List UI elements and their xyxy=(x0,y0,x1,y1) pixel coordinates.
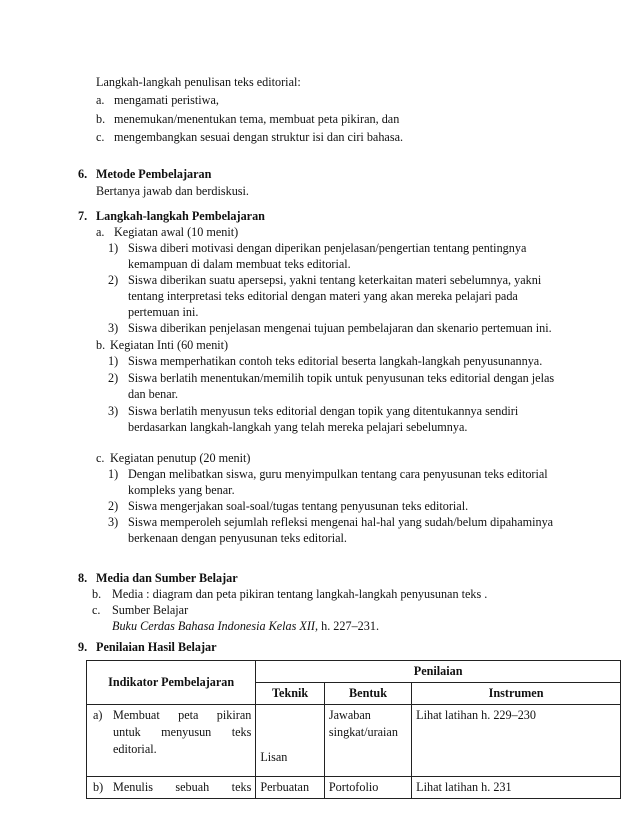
section-number: 6. xyxy=(78,167,88,181)
subsection-title: Kegiatan penutup (20 menit) xyxy=(110,451,251,465)
header-teknik: Teknik xyxy=(256,683,325,705)
step-number: 2) xyxy=(108,273,119,287)
table-row xyxy=(87,777,621,799)
section-number: 7. xyxy=(78,209,88,223)
indikator-cell xyxy=(87,777,256,799)
step-number: 3) xyxy=(108,321,119,335)
bentuk-cell: Portofolio xyxy=(324,777,411,799)
book-reference xyxy=(112,619,379,634)
subsection-title: Kegiatan Inti (60 menit) xyxy=(110,338,229,352)
table-header-row xyxy=(87,661,621,683)
step-text: Siswa mengerjakan soal-soal/tugas tentang penyusunan teks editorial. xyxy=(128,499,469,513)
row-label: a) xyxy=(93,708,103,723)
step-text: Siswa diberi motivasi dengan diperikan penjelasan/pengertian tentang pentingnya xyxy=(128,241,527,255)
section-title: Media dan Sumber Belajar xyxy=(96,571,238,585)
step-text: Siswa diberikan penjelasan mengenai tujuan pembelajaran dan skenario pertemuan ini. xyxy=(128,321,552,335)
step-text: tentang interpretasi teks editorial dengan materi yang akan mereka pelajari pada xyxy=(128,289,518,303)
subsection-label: b. xyxy=(96,338,106,352)
instrumen-cell: Lihat latihan h. 231 xyxy=(412,777,621,799)
section-title: Penilaian Hasil Belajar xyxy=(96,640,217,654)
step-number: 3) xyxy=(108,404,119,418)
intro-item-marker: a. xyxy=(96,93,105,107)
sumber-belajar-label: Sumber Belajar xyxy=(112,603,189,617)
subsection-label: a. xyxy=(96,225,105,239)
subsection-label: c. xyxy=(96,451,105,465)
intro-heading: Langkah-langkah penulisan teks editorial: xyxy=(96,75,301,89)
section-body: Bertanya jawab dan berdiskusi. xyxy=(96,184,249,198)
assessment-table xyxy=(86,660,621,799)
step-text: Siswa berlatih menentukan/memilih topik untuk penyusunan teks editorial dengan jelas xyxy=(128,371,555,385)
row-label: b) xyxy=(93,780,104,795)
step-text: kemampuan di dalam membuat teks editorial. xyxy=(128,257,351,271)
subsection-title: Kegiatan awal (10 menit) xyxy=(114,225,239,239)
header-instrumen: Instrumen xyxy=(412,683,621,705)
book-pages: h. 227–231. xyxy=(318,619,379,633)
table-row xyxy=(87,705,621,777)
step-number: 2) xyxy=(108,371,119,385)
step-number: 2) xyxy=(108,499,119,513)
intro-item-text: mengembangkan sesuai dengan struktur isi dan ciri bahasa. xyxy=(114,130,404,144)
indikator-text: Membuat peta pikiran untuk menyusun teks editorial. xyxy=(113,708,252,757)
teknik-cell: Lisan xyxy=(256,705,325,777)
section-title: Metode Pembelajaran xyxy=(96,167,212,181)
step-number: 1) xyxy=(108,354,119,368)
section-number: 9. xyxy=(78,640,88,654)
step-text: pertemuan ini. xyxy=(128,305,199,319)
step-number: 1) xyxy=(108,467,119,481)
section-title: Langkah-langkah Pembelajaran xyxy=(96,209,265,223)
step-text: Dengan melibatkan siswa, guru menyimpulkan tentang cara penyusunan teks editorial xyxy=(128,467,548,481)
step-text: kompleks yang benar. xyxy=(128,483,235,497)
section-number: 8. xyxy=(78,571,88,585)
step-text: Siswa berlatih menyusun teks editorial dengan topik yang ditentukannya sendiri xyxy=(128,404,519,418)
subsection-label: c. xyxy=(92,603,101,617)
step-number: 3) xyxy=(108,515,119,529)
indikator-cell xyxy=(87,705,256,777)
step-text: dan benar. xyxy=(128,387,179,401)
step-text: berkenaan dengan penyusunan teks editorial. xyxy=(128,531,347,545)
header-bentuk: Bentuk xyxy=(324,683,411,705)
instrumen-cell: Lihat latihan h. 229–230 xyxy=(412,705,621,777)
intro-item-marker: c. xyxy=(96,130,105,144)
intro-item-text: menemukan/menentukan tema, membuat peta pikiran, dan xyxy=(114,112,400,126)
intro-item-text: mengamati peristiwa, xyxy=(114,93,219,107)
teknik-cell: Perbuatan xyxy=(256,777,325,799)
step-text: Siswa memperhatikan contoh teks editorial beserta langkah-langkah penyusunannya. xyxy=(128,354,543,368)
indikator-text: Menulis sebuah teks xyxy=(113,780,252,795)
subsection-label: b. xyxy=(92,587,102,601)
step-text: Siswa diberikan suatu apersepsi, yakni tentang keterkaitan materi sebelumnya, yakni xyxy=(128,273,542,287)
header-indikator: Indikator Pembelajaran xyxy=(87,661,256,705)
bentuk-cell: Jawaban singkat/uraian xyxy=(324,705,411,777)
intro-item-marker: b. xyxy=(96,112,106,126)
media-text: Media : diagram dan peta pikiran tentang langkah-langkah penyusunan teks . xyxy=(112,587,488,601)
header-penilaian: Penilaian xyxy=(256,661,621,683)
step-text: berdasarkan langkah-langkah yang telah mereka pelajari sebelumnya. xyxy=(128,420,468,434)
step-number: 1) xyxy=(108,241,119,255)
step-text: Siswa memperoleh sejumlah refleksi mengenai hal-hal yang sudah/belum dipahaminya xyxy=(128,515,554,529)
book-title: Buku Cerdas Bahasa Indonesia Kelas XII, xyxy=(112,619,319,633)
